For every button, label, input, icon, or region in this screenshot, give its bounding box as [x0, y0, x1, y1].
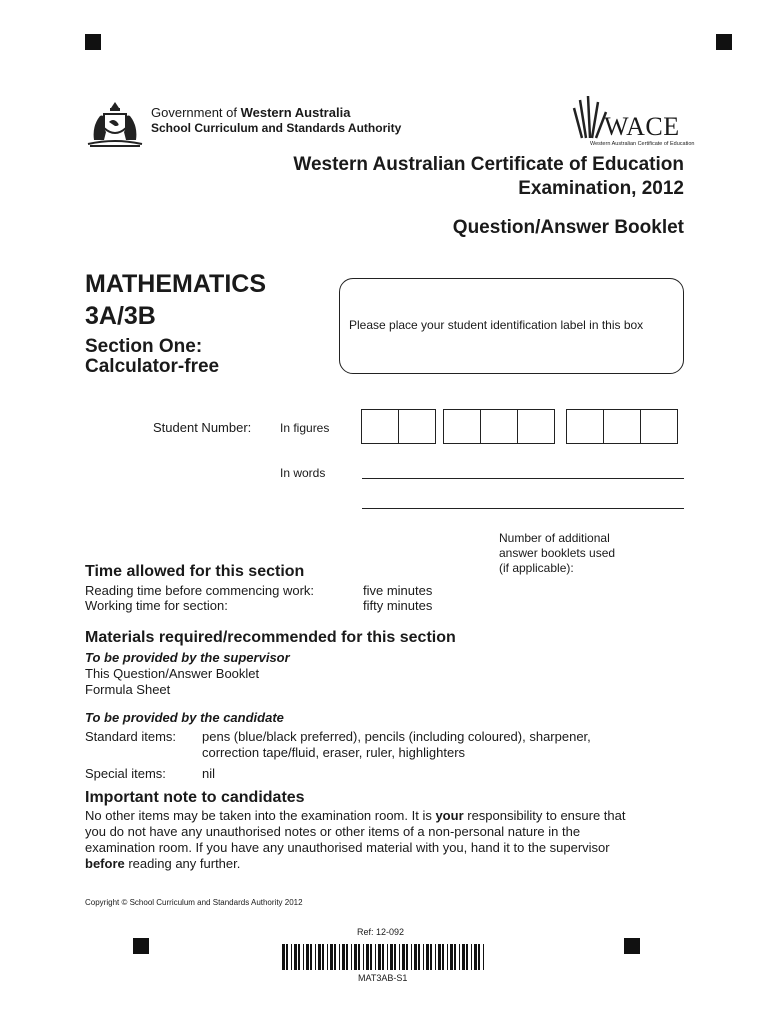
- supervisor-item: This Question/Answer Booklet: [85, 666, 260, 681]
- copyright-notice: Copyright © School Curriculum and Standards Authority 2012: [85, 898, 303, 907]
- registration-mark-bottom-left: [133, 938, 149, 954]
- in-words-line-2[interactable]: [362, 508, 684, 509]
- barcode: [282, 944, 486, 970]
- working-time-value: fifty minutes: [363, 598, 433, 613]
- student-number-boxes-group-2[interactable]: [444, 409, 555, 443]
- digit-box[interactable]: [640, 409, 678, 444]
- student-number-label: Student Number:: [153, 420, 252, 435]
- digit-box[interactable]: [443, 409, 481, 444]
- candidate-heading: To be provided by the candidate: [85, 710, 284, 725]
- reading-time-value: five minutes: [363, 583, 433, 598]
- standard-items-label: Standard items:: [85, 729, 177, 744]
- section-title: Section One:: [85, 336, 203, 357]
- supervisor-item: Formula Sheet: [85, 682, 171, 697]
- id-box-instruction: Please place your student identification label in this box: [349, 318, 644, 332]
- in-figures-label: In figures: [280, 421, 330, 435]
- in-words-line-1[interactable]: [362, 478, 684, 479]
- wace-tagline: Western Australian Certificate of Education: [590, 141, 695, 147]
- reading-time-label: Reading time before commencing work:: [85, 583, 315, 598]
- wace-logo-mark: [572, 94, 608, 140]
- materials-heading: Materials required/recommended for this section: [85, 629, 456, 646]
- student-number-boxes-group-1[interactable]: [362, 409, 436, 443]
- digit-box[interactable]: [517, 409, 555, 444]
- section-subtitle: Calculator-free: [85, 356, 220, 377]
- booklet-title: Question/Answer Booklet: [452, 217, 684, 238]
- government-name: Government of Western Australia: [151, 105, 351, 120]
- examination-year: Examination, 2012: [518, 178, 684, 199]
- subject-name: MATHEMATICS: [85, 270, 266, 298]
- reference-number: Ref: 12-092: [357, 927, 405, 937]
- supervisor-heading: To be provided by the supervisor: [85, 650, 290, 665]
- time-allowed-heading: Time allowed for this section: [85, 563, 305, 580]
- digit-box[interactable]: [480, 409, 518, 444]
- registration-mark-top-right: [716, 34, 732, 50]
- coat-of-arms-logo: [84, 100, 146, 150]
- special-items-value: nil: [202, 766, 216, 781]
- standard-items-value-cont: correction tape/fluid, eraser, ruler, highlighters: [202, 745, 466, 760]
- additional-booklets-label: Number of additional answer booklets used (if applicable):: [499, 531, 616, 575]
- standard-items-value: pens (blue/black preferred), pencils (including coloured), sharpener,: [202, 729, 591, 744]
- important-note-heading: Important note to candidates: [85, 789, 305, 806]
- digit-box[interactable]: [566, 409, 604, 444]
- certificate-title: Western Australian Certificate of Education: [293, 154, 684, 175]
- wace-logo-text: WACE: [604, 112, 680, 141]
- digit-box[interactable]: [361, 409, 399, 444]
- barcode-text: MAT3AB-S1: [358, 973, 408, 983]
- working-time-label: Working time for section:: [85, 598, 228, 613]
- digit-box[interactable]: [603, 409, 641, 444]
- subject-code: 3A/3B: [85, 302, 156, 330]
- registration-mark-bottom-right: [624, 938, 640, 954]
- digit-box[interactable]: [398, 409, 436, 444]
- important-note-body: No other items may be taken into the examination room. It is your responsibility to ensure that you do not have any unauthorised notes or other items of a non-personal nature in the examination room. If you have any unauthorised material with you, hand it to the supervisor before reading any further.: [85, 808, 626, 871]
- special-items-label: Special items:: [85, 766, 166, 781]
- student-number-boxes-group-3[interactable]: [567, 409, 678, 443]
- registration-mark-top-left: [85, 34, 101, 50]
- authority-name: School Curriculum and Standards Authority: [151, 121, 402, 135]
- in-words-label: In words: [280, 466, 326, 480]
